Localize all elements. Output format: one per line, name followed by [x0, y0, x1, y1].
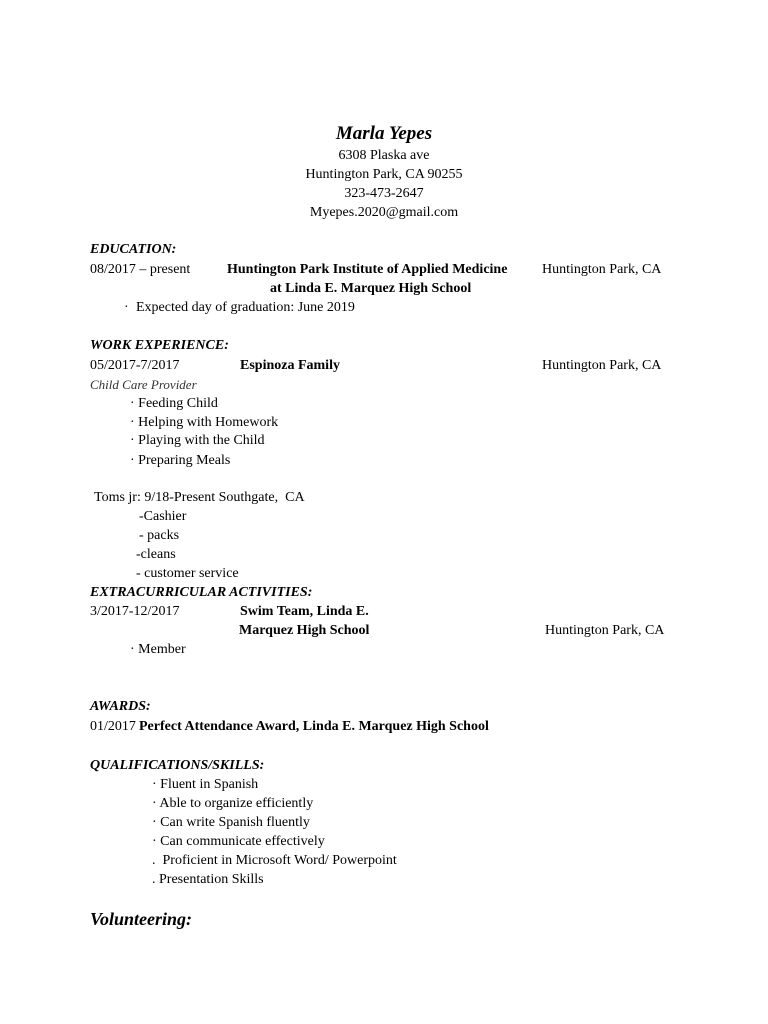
address-line-1: 6308 Plaska ave	[338, 148, 430, 163]
extracurricular-heading: EXTRACURRICULAR ACTIVITIES:	[90, 585, 313, 600]
job1-duty: Preparing Meals	[138, 453, 231, 468]
list-item: · Fluent in Spanish	[152, 777, 259, 792]
email-address: Myepes.2020@gmail.com	[309, 205, 459, 220]
extracurricular-role: Member	[138, 642, 186, 657]
bullet-icon: ·	[124, 300, 129, 315]
award-date: 01/2017	[90, 719, 136, 734]
phone-number: 323-473-2647	[344, 186, 424, 201]
education-school-line-1: Huntington Park Institute of Applied Medicine	[227, 262, 508, 277]
work-heading: WORK EXPERIENCE:	[90, 338, 229, 353]
job1-title: Child Care Provider	[90, 377, 197, 392]
job1-employer: Espinoza Family	[240, 358, 340, 373]
skill-item: . Proficient in Microsoft Word/ Powerpoint	[152, 853, 397, 868]
extracurricular-activity-line-1: Swim Team, Linda E.	[240, 604, 369, 619]
address-line-2: Huntington Park, CA 90255	[305, 167, 463, 182]
job1-dates: 05/2017-7/2017	[90, 358, 180, 373]
job2-duty: - packs	[139, 528, 180, 543]
resume-name: Marla Yepes	[335, 123, 433, 144]
education-school-line-2: at Linda E. Marquez High School	[270, 281, 472, 296]
extracurricular-location: Huntington Park, CA	[545, 623, 665, 638]
education-heading: EDUCATION:	[90, 242, 177, 257]
list-item: · Playing with the Child	[130, 433, 265, 448]
list-item: · Preparing Meals	[130, 453, 231, 468]
job1-duty: Feeding Child	[138, 396, 218, 411]
list-item: · Member	[130, 642, 186, 657]
award-title: Perfect Attendance Award, Linda E. Marquez High School	[139, 719, 489, 734]
job2-duty: - customer service	[136, 566, 239, 581]
list-item: · Able to organize efficiently	[152, 796, 314, 811]
volunteering-heading: Volunteering:	[90, 909, 193, 929]
extracurricular-dates: 3/2017-12/2017	[90, 604, 180, 619]
list-item: · Feeding Child	[130, 396, 218, 411]
job2-duty: -cleans	[136, 547, 176, 562]
job1-duty: Playing with the Child	[138, 433, 265, 448]
list-item: · Can communicate effectively	[152, 834, 325, 849]
skill-item: Can communicate effectively	[160, 834, 325, 849]
list-item: · Can write Spanish fluently	[152, 815, 310, 830]
job2-duty: -Cashier	[139, 509, 187, 524]
skill-item: Able to organize efficiently	[159, 796, 314, 811]
extracurricular-activity-line-2: Marquez High School	[239, 623, 370, 638]
education-dates: 08/2017 – present	[90, 262, 191, 277]
awards-heading: AWARDS:	[90, 699, 151, 714]
job2-line: Toms jr: 9/18-Present Southgate, CA	[94, 490, 305, 505]
job1-duty: Helping with Homework	[138, 415, 279, 430]
list-item: · Helping with Homework	[130, 415, 279, 430]
skill-item: Can write Spanish fluently	[160, 815, 310, 830]
education-location: Huntington Park, CA	[542, 262, 662, 277]
skill-item: . Presentation Skills	[152, 872, 264, 887]
job1-location: Huntington Park, CA	[542, 358, 662, 373]
skills-heading: QUALIFICATIONS/SKILLS:	[90, 758, 265, 773]
education-note: Expected day of graduation: June 2019	[136, 300, 355, 315]
skill-item: Fluent in Spanish	[160, 777, 259, 792]
